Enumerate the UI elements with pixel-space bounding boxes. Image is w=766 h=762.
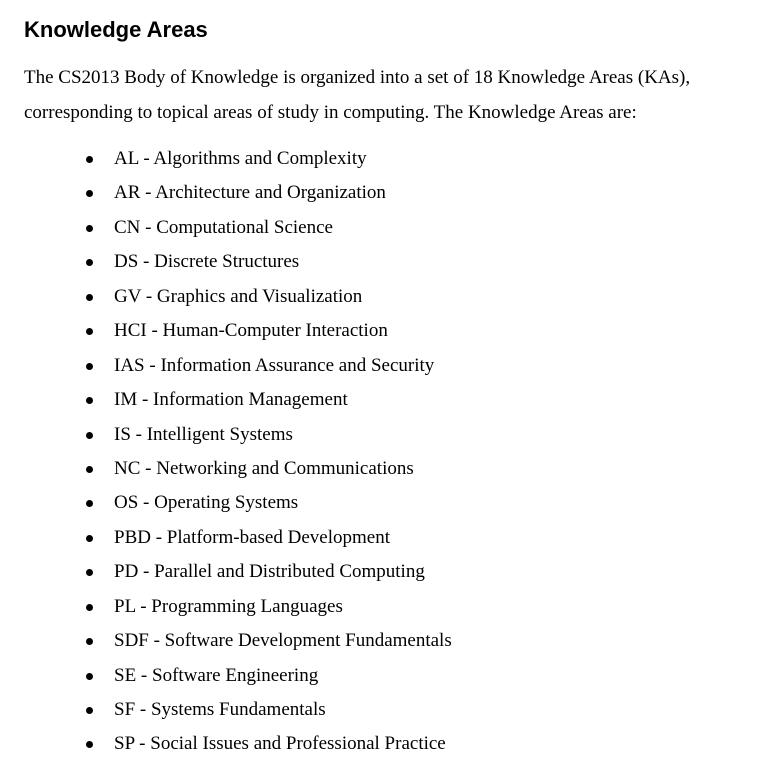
document-section (24, 14, 754, 762)
bullet-icon (86, 673, 93, 680)
bullet-icon (86, 156, 93, 163)
section-heading: Knowledge Areas (24, 17, 208, 42)
knowledge-area-label: PL - Programming Languages (114, 595, 343, 617)
bullet-icon (86, 328, 93, 335)
bullet-icon (86, 535, 93, 542)
knowledge-area-label: IAS - Information Assurance and Security (114, 354, 435, 376)
bullet-icon (86, 294, 93, 301)
knowledge-area-item (84, 486, 754, 520)
knowledge-area-label: OS - Operating Systems (114, 492, 299, 514)
knowledge-area-item (84, 142, 754, 176)
knowledge-area-label: NC - Networking and Communications (114, 457, 414, 479)
knowledge-area-label: SP - Social Issues and Professional Practice (114, 733, 446, 755)
knowledge-area-item (84, 418, 754, 452)
knowledge-area-label: GV - Graphics and Visualization (114, 285, 363, 307)
knowledge-area-item (84, 659, 754, 693)
knowledge-area-item (84, 555, 754, 589)
knowledge-area-label: AR - Architecture and Organization (114, 182, 386, 204)
knowledge-area-list (24, 142, 754, 762)
bullet-icon (86, 432, 93, 439)
knowledge-area-item (84, 176, 754, 210)
knowledge-area-item (84, 727, 754, 761)
bullet-icon (86, 638, 93, 645)
knowledge-area-label: SE - Software Engineering (114, 664, 319, 686)
bullet-icon (86, 741, 93, 748)
bullet-icon (86, 569, 93, 576)
knowledge-area-label: IM - Information Management (114, 389, 348, 411)
bullet-icon (86, 190, 93, 197)
bullet-icon (86, 604, 93, 611)
knowledge-area-label: SDF - Software Development Fundamentals (114, 630, 452, 652)
knowledge-area-item (84, 624, 754, 658)
knowledge-area-item (84, 211, 754, 245)
knowledge-area-label: AL - Algorithms and Complexity (114, 148, 367, 169)
knowledge-area-item (84, 349, 754, 383)
bullet-icon (86, 225, 93, 232)
knowledge-area-item (84, 590, 754, 624)
knowledge-area-label: SF - Systems Fundamentals (114, 699, 326, 720)
bullet-icon (86, 500, 93, 507)
knowledge-area-label: DS - Discrete Structures (114, 251, 300, 273)
knowledge-area-item (84, 245, 754, 279)
bullet-icon (86, 466, 93, 473)
bullet-icon (86, 259, 93, 266)
bullet-icon (86, 397, 93, 404)
knowledge-area-item (84, 383, 754, 417)
knowledge-area-item (84, 693, 754, 727)
knowledge-area-item (84, 521, 754, 555)
knowledge-area-item (84, 314, 754, 348)
bullet-icon (86, 707, 93, 714)
knowledge-area-item (84, 280, 754, 314)
knowledge-area-label: CN - Computational Science (114, 216, 333, 238)
knowledge-area-item (84, 452, 754, 486)
knowledge-area-label: IS - Intelligent Systems (114, 423, 293, 445)
knowledge-area-label: PBD - Platform-based Development (114, 526, 390, 548)
knowledge-area-label: PD - Parallel and Distributed Computing (114, 561, 425, 583)
bullet-icon (86, 363, 93, 370)
knowledge-area-label: HCI - Human-Computer Interaction (114, 320, 388, 342)
intro-paragraph: The CS2013 Body of Knowledge is organized into a set of 18 Knowledge Areas (KAs), corresponding to topical areas of study in computing. The Knowledge Areas are: (24, 67, 691, 123)
